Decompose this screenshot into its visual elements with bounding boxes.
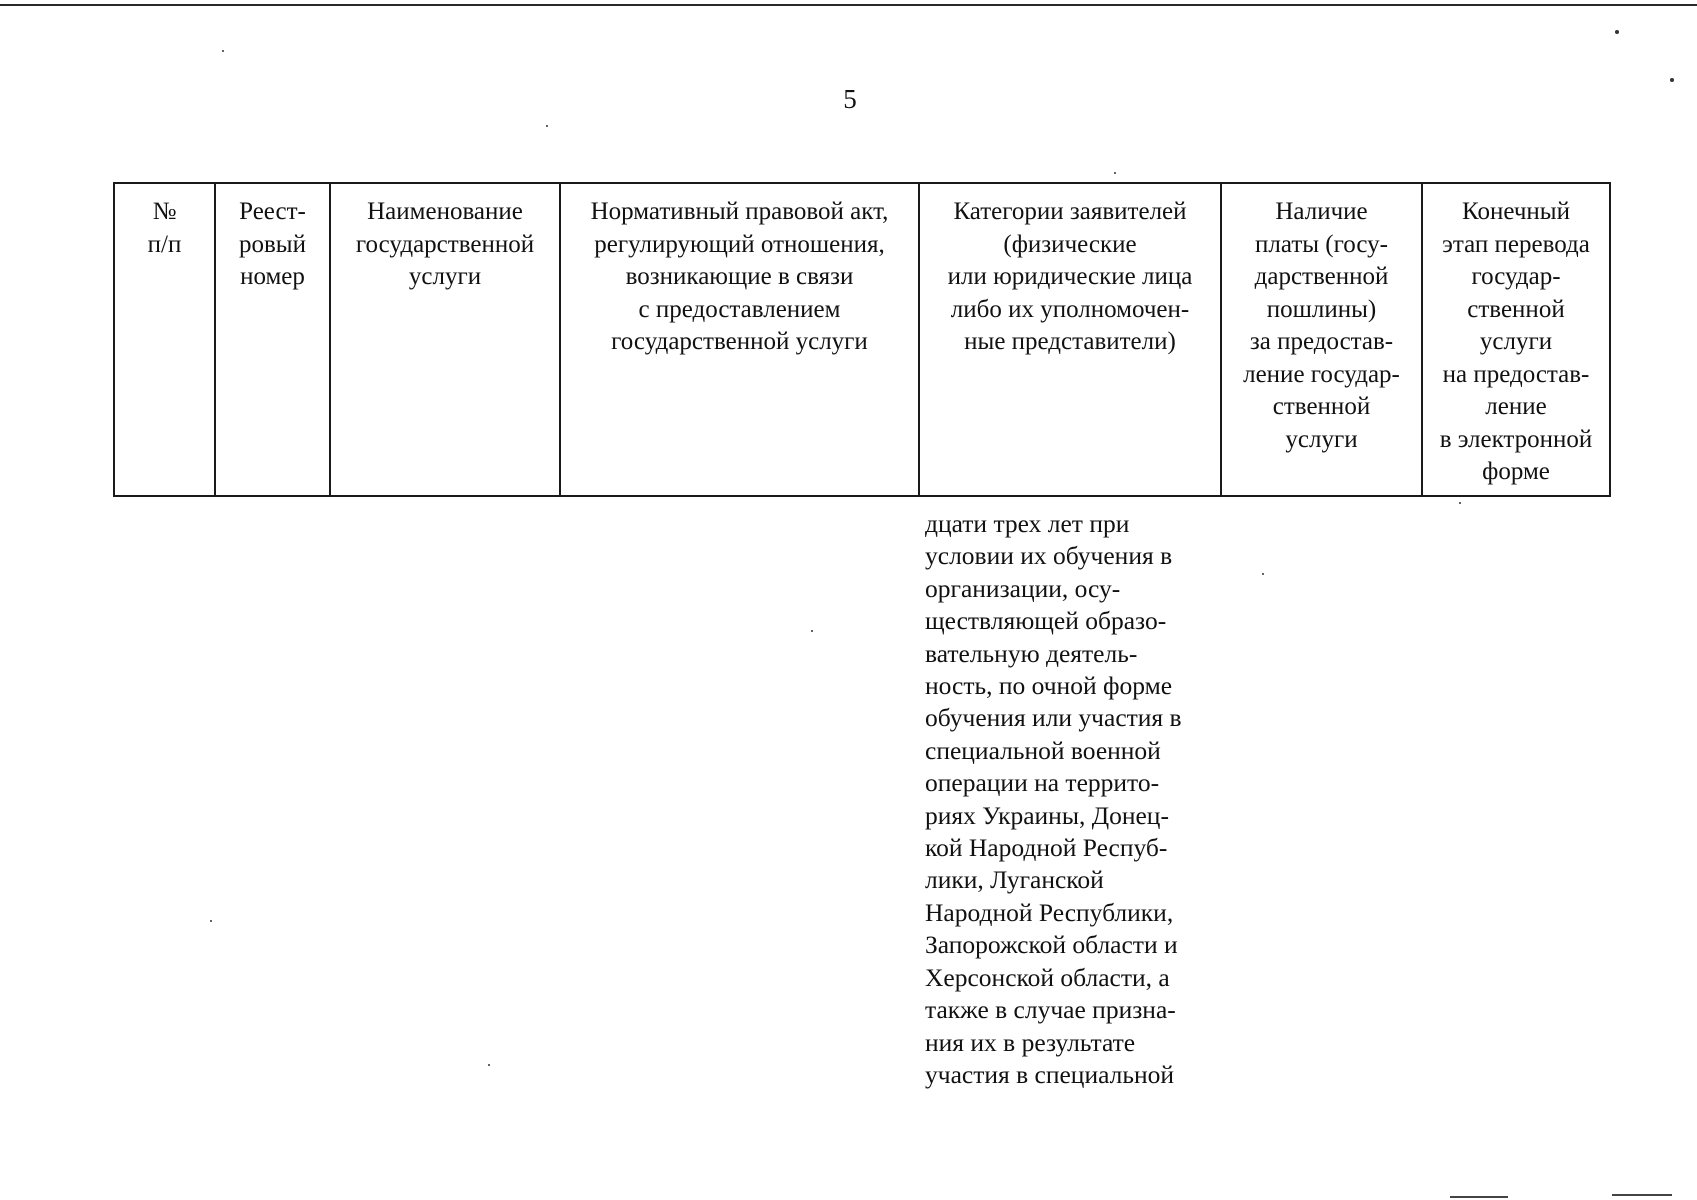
scan-speck [1670, 78, 1674, 82]
scan-speck [1459, 502, 1461, 504]
table-header-row [114, 183, 1610, 496]
applicant-categories-continuation: дцати трех лет при условии их обучения в организации, осу- ществляющей образо- вательную деятель- ность, по очной форме обучения или участия в специальной военной операции на террито- риях Украины, Донец- кой Народной Респуб- лики, Луганской Народной Республики, Запорожской области и Херсонской области, а также в случае призна- ния их в результате участия в специальной [925, 509, 1182, 1089]
header-row-number: № п/п [114, 183, 215, 496]
scan-speck [210, 920, 212, 922]
header-electronic-stage: Конечный этап перевода государ- ственной услуги на предостав- ление в электронной форме [1422, 183, 1610, 496]
scan-mark [1612, 1194, 1672, 1196]
header-fee: Наличие платы (госу- дарственной пошлины) за предостав- ление государ- ственной услуги [1221, 183, 1422, 496]
scan-speck [1262, 573, 1264, 575]
header-applicant-categories: Категории заявителей (физические или юридические лица либо их уполномочен- ные представители) [919, 183, 1221, 496]
scan-speck [488, 1064, 490, 1066]
scan-speck [811, 630, 813, 632]
page-number: 5 [843, 84, 857, 114]
scan-top-border [0, 4, 1697, 6]
scan-speck [546, 125, 548, 127]
scan-speck [222, 50, 224, 52]
services-table-header [113, 182, 1611, 497]
scan-speck [1114, 172, 1116, 174]
scan-speck [1615, 30, 1619, 34]
header-service-name: Наименование государственной услуги [330, 183, 560, 496]
header-legal-act: Нормативный правовой акт, регулирующий отношения, возникающие в связи с предоставлением государственной услуги [560, 183, 919, 496]
header-registry-number: Реест- ровый номер [215, 183, 330, 496]
scan-mark [1450, 1196, 1508, 1198]
